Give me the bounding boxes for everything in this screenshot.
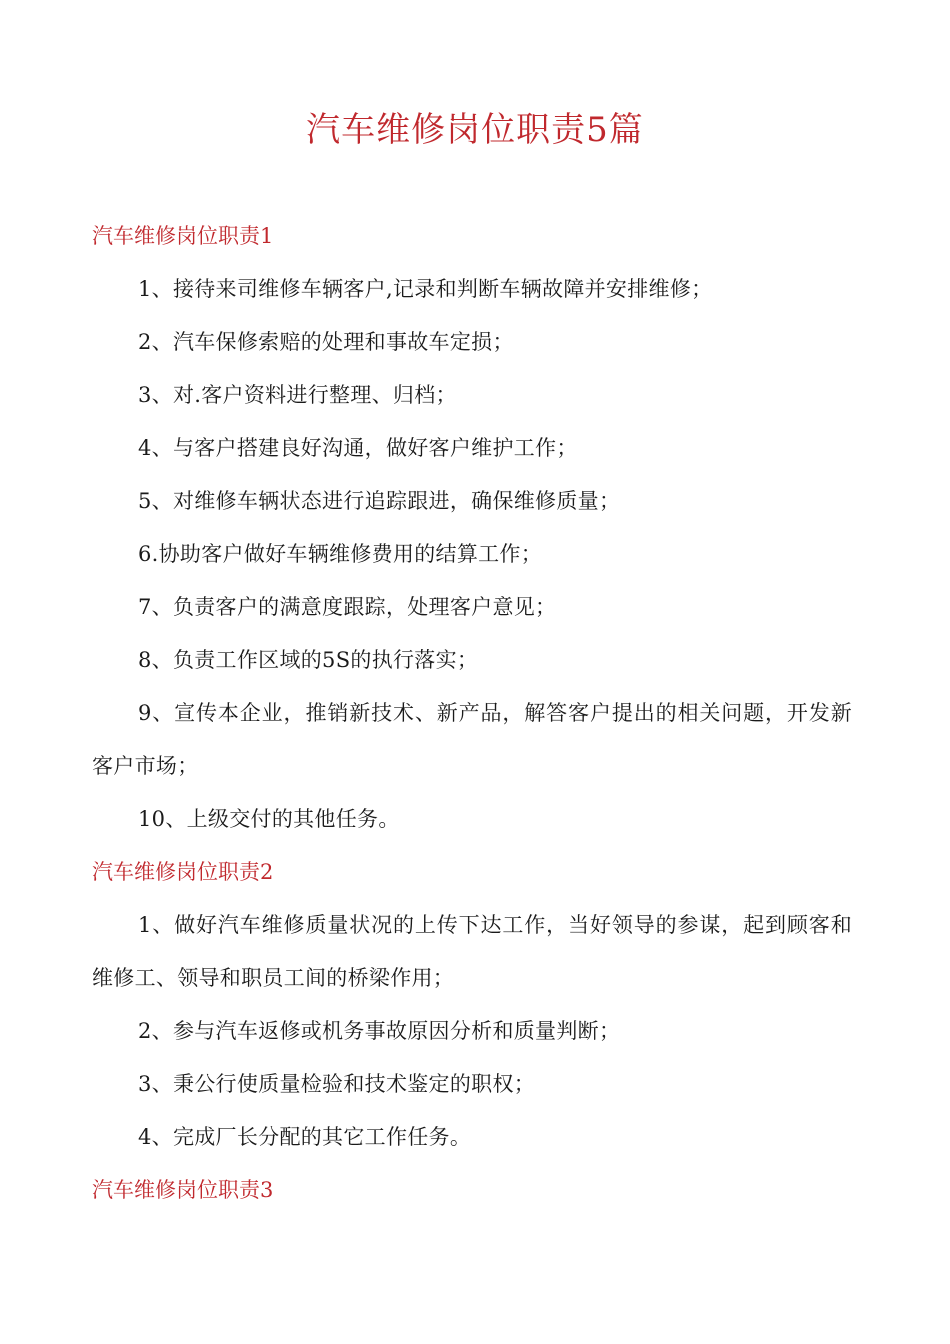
section-2 xyxy=(92,846,852,1164)
duty-item: 9、宣传本企业，推销新技术、新产品，解答客户提出的相关问题，开发新客户市场； xyxy=(92,701,852,778)
section-heading: 汽车维修岗位职责2 xyxy=(92,860,274,884)
section-3 xyxy=(92,1164,852,1217)
duty-item: 4、完成厂长分配的其它工作任务。 xyxy=(138,1125,472,1149)
document-body xyxy=(92,210,852,1217)
duty-item: 10、上级交付的其他任务。 xyxy=(138,807,400,831)
section-heading: 汽车维修岗位职责3 xyxy=(92,1178,274,1202)
duty-item: 1、做好汽车维修质量状况的上传下达工作，当好领导的参谋，起到顾客和维修工、领导和职员工间的桥梁作用； xyxy=(92,913,852,990)
document-title: 汽车维修岗位职责5篇 xyxy=(306,110,644,150)
duty-item: 6.协助客户做好车辆维修费用的结算工作； xyxy=(138,542,543,566)
duty-item: 3、秉公行使质量检验和技术鉴定的职权； xyxy=(138,1072,536,1096)
duty-item: 4、与客户搭建良好沟通，做好客户维护工作； xyxy=(138,436,578,460)
duty-item: 5、对维修车辆状态进行追踪跟进，确保维修质量； xyxy=(138,489,621,513)
duty-item: 1、接待来司维修车辆客户,记录和判断车辆故障并安排维修； xyxy=(138,277,713,301)
duty-item: 3、对.客户资料进行整理、归档； xyxy=(138,383,457,407)
section-heading: 汽车维修岗位职责1 xyxy=(92,224,274,248)
duty-item: 7、负责客户的满意度跟踪，处理客户意见； xyxy=(138,595,557,619)
duty-item: 2、参与汽车返修或机务事故原因分析和质量判断； xyxy=(138,1019,621,1043)
duty-item: 8、负责工作区域的5S的执行落实； xyxy=(138,648,479,672)
section-1 xyxy=(92,210,852,846)
duty-item: 2、汽车保修索赔的处理和事故车定损； xyxy=(138,330,514,354)
